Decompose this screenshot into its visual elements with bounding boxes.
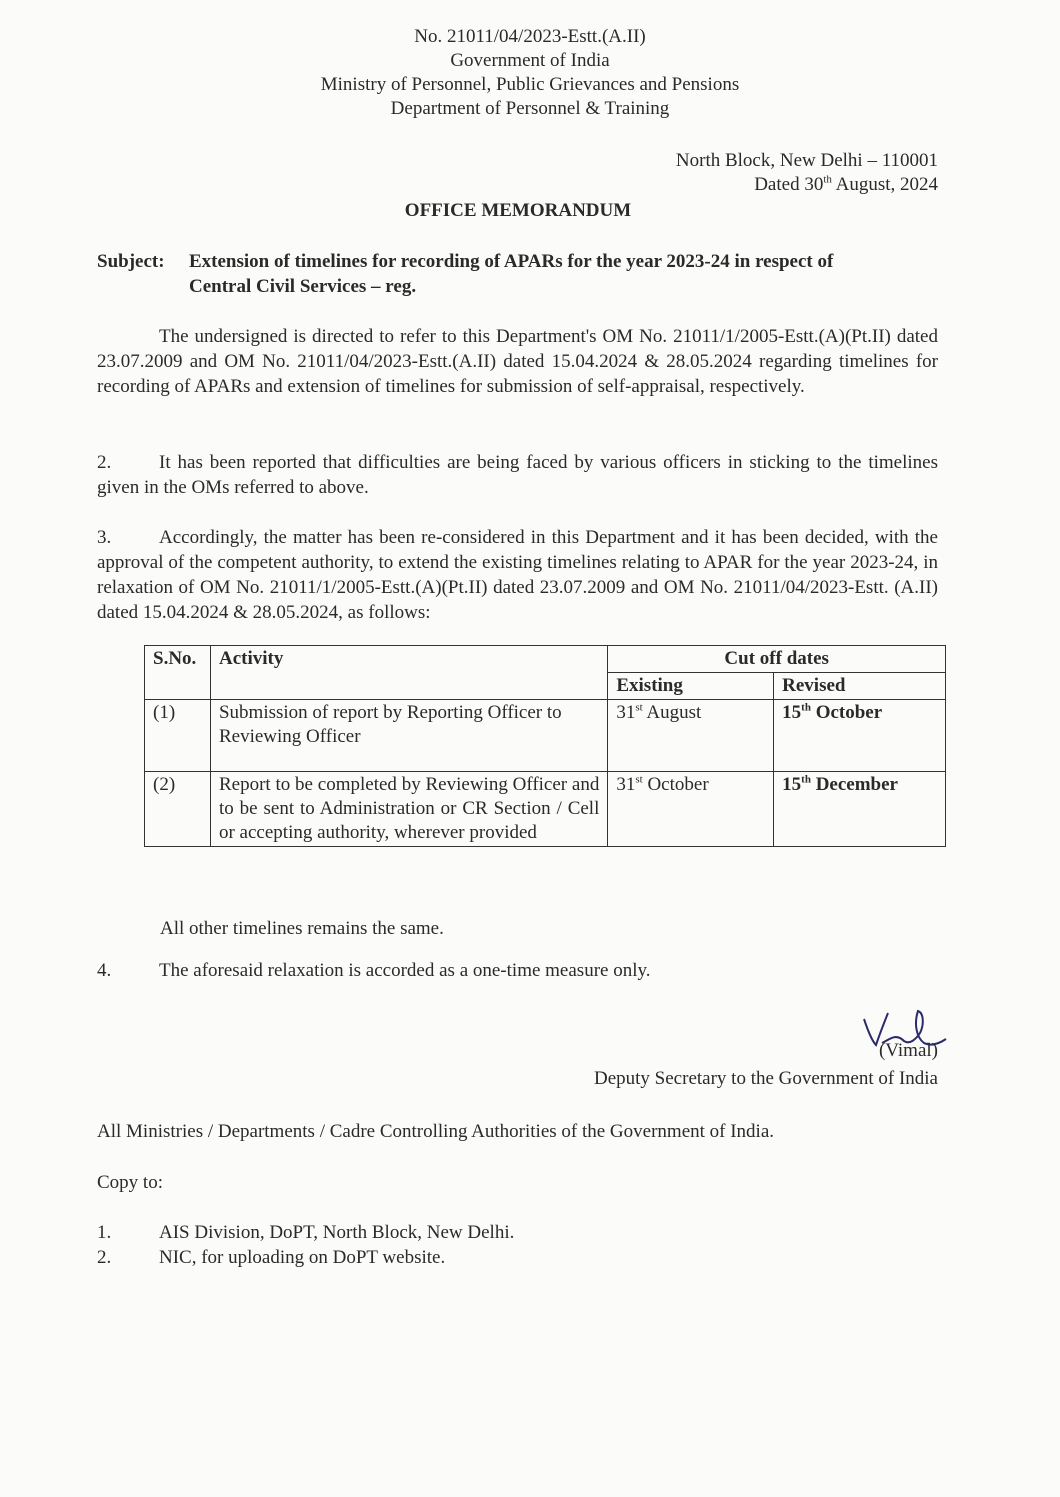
row-existing-date: 31st October <box>608 772 774 847</box>
paragraph-3: 3. Accordingly, the matter has been re-considered in this Department and it has been decided, with the approval of the competent authority, to extend the existing timelines relating to APAR for the year 2023-24, in relaxation of OM No. 21011/1/2005-Estt.(A)(Pt.II) dated 23.07.2009 and OM No. 21011/04/2023-Estt. (A.II) dated 15.04.2024 & 28.05.2024, as follows: <box>97 527 938 623</box>
ministry-line: Ministry of Personnel, Public Grievances and Pensions <box>320 74 740 95</box>
row-sno: (1) <box>145 700 211 772</box>
row-sno: (2) <box>145 772 211 847</box>
table-row <box>145 700 946 772</box>
row-revised-date: 15th December <box>774 772 946 847</box>
copy-to-label: Copy to: <box>97 1172 163 1193</box>
header-activity: Activity <box>210 646 607 700</box>
list-item: 1. AIS Division, DoPT, North Block, New Delhi. <box>97 1222 515 1243</box>
addressee: All Ministries / Departments / Cadre Controlling Authorities of the Government of India. <box>97 1121 775 1142</box>
timelines-table <box>144 645 946 847</box>
header-cutoff: Cut off dates <box>608 646 946 673</box>
address: North Block, New Delhi – 110001 <box>675 150 938 171</box>
table-row <box>145 772 946 847</box>
list-item: 2. NIC, for uploading on DoPT website. <box>97 1247 446 1268</box>
department-line: Department of Personnel & Training <box>390 98 670 119</box>
paragraph-2: 2. It has been reported that difficulties are being faced by various officers in sticking to the timelines given in the OMs referred to above. <box>97 452 938 498</box>
other-timelines-note: All other timelines remains the same. <box>160 918 444 939</box>
row-revised-date: 15th October <box>774 700 946 772</box>
table-header-row <box>145 646 946 673</box>
date: Dated 30th August, 2024 <box>754 173 938 195</box>
row-existing-date: 31st August <box>608 700 774 772</box>
paragraph-1: The undersigned is directed to refer to this Department's OM No. 21011/1/2005-Estt.(A)(Pt.II) dated 23.07.2009 and OM No. 21011/04/2023-Estt.(A.II) dated 15.04.2024 & 28.05.2024 regarding timelines for recording of APARs and extension of timelines for submission of self-appraisal, respectively. <box>97 326 938 397</box>
file-number: No. 21011/04/2023-Estt.(A.II) <box>414 26 646 47</box>
copy-to-list <box>97 1220 514 1270</box>
government-line: Government of India <box>450 50 610 71</box>
subject-label: Subject: <box>97 251 165 272</box>
row-activity: Submission of report by Reporting Officer to Reviewing Officer <box>210 700 607 772</box>
header-revised: Revised <box>774 673 946 700</box>
header-sno: S.No. <box>145 646 211 700</box>
header-existing: Existing <box>608 673 774 700</box>
signatory-designation: Deputy Secretary to the Government of India <box>594 1068 938 1089</box>
signatory-name: (Vimal) <box>878 1040 938 1061</box>
paragraph-4: 4. The aforesaid relaxation is accorded as a one-time measure only. <box>97 960 651 981</box>
subject-line-2: Central Civil Services – reg. <box>189 276 417 297</box>
subject-line-1: Extension of timelines for recording of APARs for the year 2023-24 in respect of <box>189 251 834 272</box>
row-activity: Report to be completed by Reviewing Officer and to be sent to Administration or CR Section / Cell or accepting authority, wherever provided <box>210 772 607 847</box>
page-title: OFFICE MEMORANDUM <box>404 200 632 221</box>
